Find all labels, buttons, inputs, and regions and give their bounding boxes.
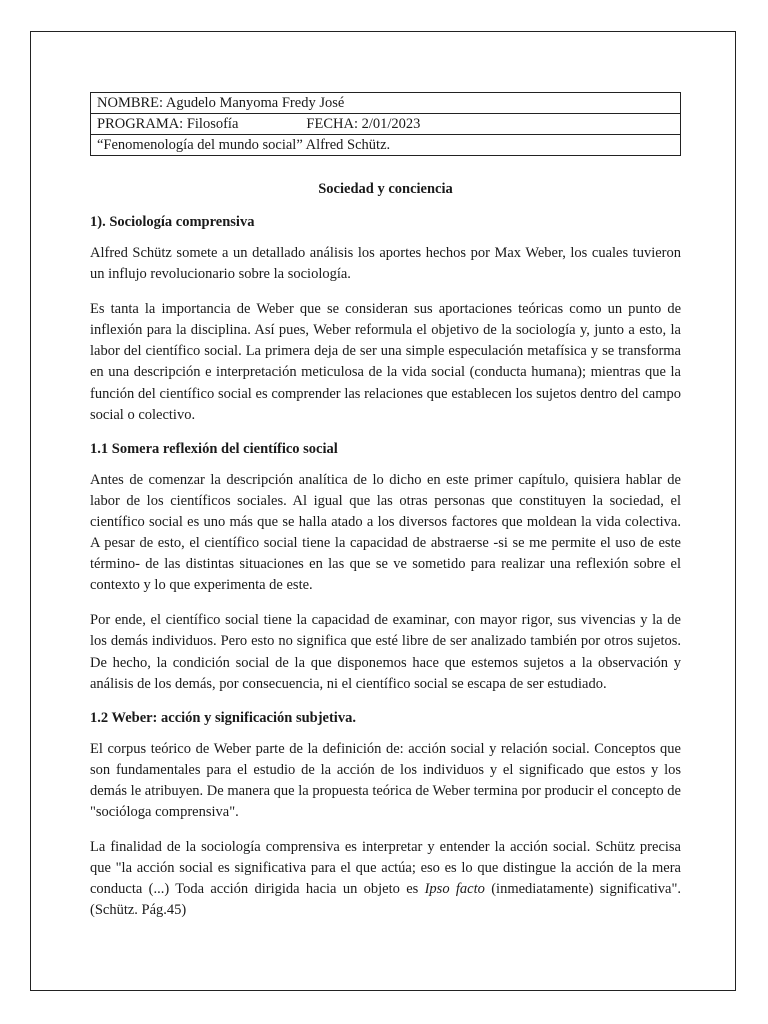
italic-term: Ipso facto xyxy=(424,881,485,898)
section-1-paragraph-1: Alfred Schütz somete a un detallado análisis los aportes hechos por Max Weber, los cuales tuvieron un influjo revolucionario sobre la sociología. xyxy=(90,245,681,283)
document-title: Sociedad y conciencia xyxy=(318,181,453,197)
section-1-paragraph-2: Es tanta la importancia de Weber que se consideran sus aportaciones teóricas como un punto de inflexión para la disciplina. Así pues, Weber reformula el objetivo de la sociología y, junto a esto, la labor del científico social. La primera deja de ser una simple especulación metafísica y se transforma en una descripción e interpretación meticulosa de la vida social (conducta humana); mientras que la función del científico social es comprender las relaciones que establecen los sujetos dentro del campo social o colectivo. xyxy=(90,301,681,423)
programa-text: PROGRAMA: Filosofía xyxy=(97,116,239,132)
paragraph-text-end: (inmediatamente) significativa". (Schütz. Pág.45) xyxy=(90,881,681,919)
section-1-2-heading: 1.2 Weber: acción y significación subjetiva. xyxy=(90,709,356,726)
section-1-heading: 1). Sociología comprensiva xyxy=(90,214,255,230)
section-1-1-heading: 1.1 Somera reflexión del científico social xyxy=(90,440,338,457)
header-table xyxy=(90,92,681,156)
document-content xyxy=(90,92,681,921)
obra-cell: “Fenomenología del mundo social” Alfred Schütz. xyxy=(91,135,681,156)
document-page xyxy=(30,31,736,991)
section-1-1-paragraph-2: Por ende, el científico social tiene la capacidad de examinar, con mayor rigor, sus vivencias y la de los demás individuos. Pero esto no significa que esté libre de ser analizado también por otros sujetos. De hecho, la condición social de la que disponemos hace que estemos sujetos a la observación y análisis de los demás, por consecuencia, ni el científico social se escapa de ser estudiado. xyxy=(90,612,681,692)
section-1-1-paragraph-1: Antes de comenzar la descripción analítica de lo dicho en este primer capítulo, quisiera hablar de labor de los científicos sociales. Al igual que las otras personas que constituyen la sociedad, el científico social es uno más que se halla atado a los diversos factores que moldean la vida colectiva. A pesar de esto, el científico social tiene la capacidad de abstraerse -si se me permite el uso de este término- de las distintas situaciones en las que se ve sometido para realizar una reflexión sobre el contexto y lo que experimenta de este. xyxy=(90,471,681,594)
nombre-cell: NOMBRE: Agudelo Manyoma Fredy José xyxy=(91,93,681,114)
fecha-text: FECHA: 2/01/2023 xyxy=(306,116,421,132)
section-1-2-paragraph-1: El corpus teórico de Weber parte de la definición de: acción social y relación social. Conceptos que son fundamentales para el estudio de la acción de los individuos y el significado que estos y los demás le atribuyen. De manera que la propuesta teórica de Weber termina por producir el concepto de "sociólogа comprensiva". xyxy=(90,740,681,820)
section-1-2-paragraph-2 xyxy=(90,837,681,921)
programa-fecha-cell xyxy=(91,114,681,135)
paragraph-text-start: La finalidad de la sociología comprensiva es interpretar y entender la acción social. Schütz precisa que "la acción social es significativa para el que actúa; eso es lo que distingue la acción de la mera conducta (...) Toda acción dirigida hacia un objeto es xyxy=(90,839,681,898)
